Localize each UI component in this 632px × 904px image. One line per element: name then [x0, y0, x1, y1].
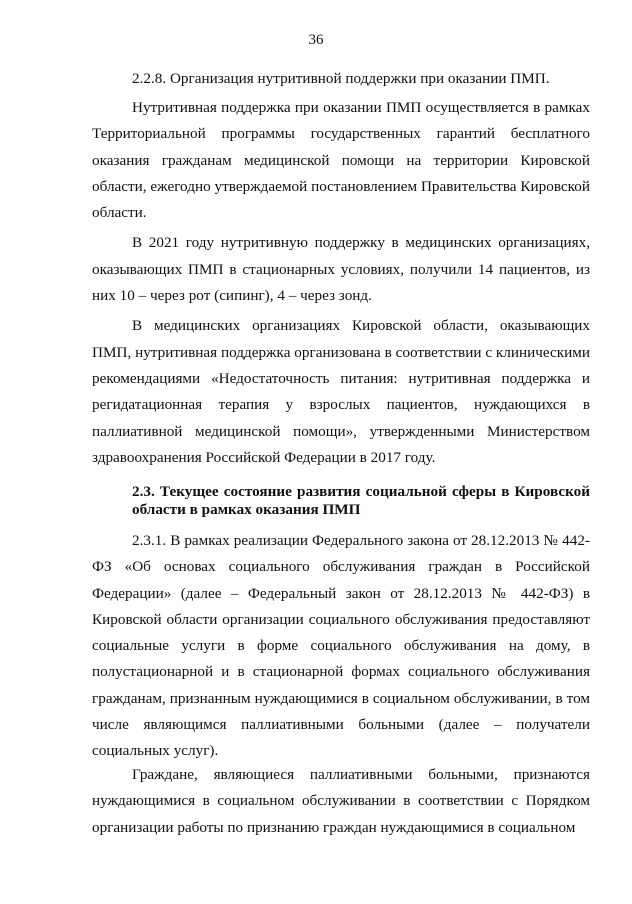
paragraph: Граждане, являющиеся паллиативными больными, признаются нуждающимися в социальном обслуживании в соответствии с Порядком организации работы по признанию граждан нуждающимися в социальном [92, 766, 590, 836]
subsection-body [92, 528, 590, 769]
subsection-body-continued [92, 762, 590, 845]
paragraph: Нутритивная поддержка при оказании ПМП осуществляется в рамках Территориальной программы государственных гарантий бесплатного оказания гражданам медицинской помощи на территории Кировской области, ежегодно утверждаемой постановлением Правительства Кировской области. [92, 99, 590, 222]
paragraph: В 2021 году нутритивную поддержку в медицинских организациях, оказывающих ПМП в стационарных условиях, получили 14 пациентов, из них 10 – через рот (сипинг), 4 – через зонд. [92, 234, 590, 305]
section-heading: 2.2.8. Организация нутритивной поддержки при оказании ПМП. [132, 70, 550, 87]
subsection-heading: 2.3. Текущее состояние развития социальной сферы в Кировской области в рамках оказания ПМП [132, 483, 590, 518]
section-body [92, 95, 590, 475]
page-number: 36 [308, 32, 324, 48]
paragraph: В медицинских организациях Кировской области, оказывающих ПМП, нутритивная поддержка организована в соответствии с клиническими рекомендациями «Недостаточность питания: нутритивная поддержка и регидатационная терапия у взрослых пациентов, нуждающихся в паллиативной медицинской помощи», утвержденными Министерством здравоохранения Российской Федерации в 2017 году. [92, 317, 590, 466]
paragraph: 2.3.1. В рамках реализации Федерального закона от 28.12.2013 № 442-ФЗ «Об основах социального обслуживания граждан в Российской Федерации» (далее – Федеральный закон от 28.12.2013 № 442-ФЗ) в Кировской области организации социального обслуживания предоставляют социальные услуги в форме социального обслуживания на дому, в полустационарной и в стационарной формах социального обслуживания гражданам, признанным нуждающимися в социальном обслуживании, в том числе являющимся паллиативными больными (далее – получатели социальных услуг). [92, 532, 590, 760]
